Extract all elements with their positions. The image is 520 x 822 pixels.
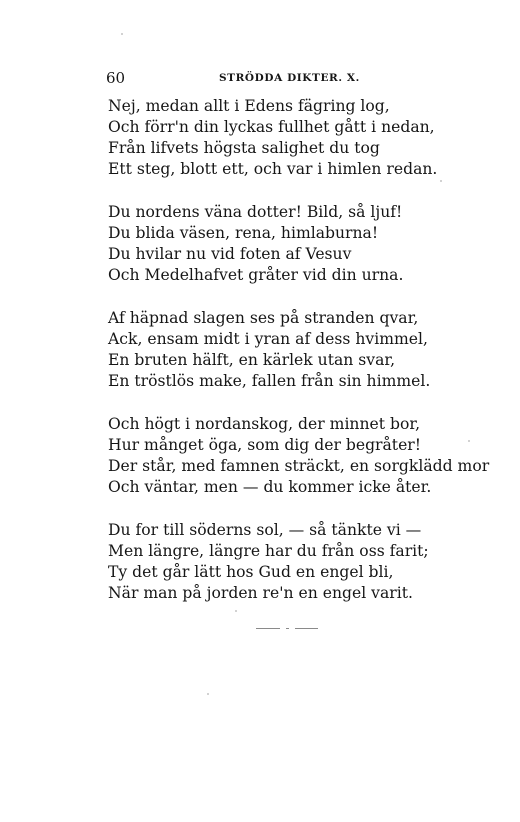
poem-line: Du blida väsen, rena, himlaburna! — [108, 224, 379, 242]
poem-line: Och högt i nordanskog, der minnet bor, — [108, 415, 421, 433]
stanza — [108, 520, 513, 604]
poem-line: När man på jorden re'n en engel varit. — [108, 584, 413, 602]
poem-line: Hur månget öga, som dig der begråter! — [108, 436, 422, 454]
poem-line: En bruten hälft, en kärlek utan svar, — [108, 351, 396, 369]
scan-speck — [440, 180, 442, 182]
poem-line: Der står, med famnen sträckt, en sorgklädd mor — [108, 457, 490, 475]
stanza — [108, 202, 513, 286]
scan-speck — [207, 693, 209, 695]
poem-line: En tröstlös make, fallen från sin himmel. — [108, 372, 431, 390]
scan-speck — [468, 440, 470, 442]
scan-speck — [235, 610, 237, 612]
poem-line: Du for till söderns sol, — så tänkte vi — — [108, 521, 422, 539]
poem-line: Från lifvets högsta salighet du tog — [108, 139, 380, 157]
poem — [108, 96, 513, 626]
page-header — [106, 69, 406, 89]
stanza — [108, 96, 513, 180]
poem-line: Du hvilar nu vid foten af Vesuv — [108, 245, 352, 263]
poem-line: Ett steg, blott ett, och var i himlen redan. — [108, 160, 438, 178]
poem-line: Ack, ensam midt i yran af dess hvimmel, — [108, 330, 428, 348]
poem-line: Och väntar, men — du kommer icke åter. — [108, 478, 432, 496]
page-number: 60 — [106, 69, 126, 87]
running-title: STRÖDDA DIKTER. X. — [219, 72, 360, 84]
poem-line: Nej, medan allt i Edens fägring log, — [108, 97, 390, 115]
poem-line: Och förr'n din lyckas fullhet gått i nedan, — [108, 118, 435, 136]
scan-speck — [121, 33, 123, 35]
poem-line: Ty det går lätt hos Gud en engel bli, — [108, 563, 394, 581]
stanza — [108, 414, 513, 498]
poem-line: Och Medelhafvet gråter vid din urna. — [108, 266, 404, 284]
stanza — [108, 308, 513, 392]
poem-line: Men längre, längre har du från oss farit; — [108, 542, 429, 560]
poem-line: Du nordens väna dotter! Bild, så ljuf! — [108, 203, 403, 221]
poem-line: Af häpnad slagen ses på stranden qvar, — [108, 309, 419, 327]
section-end-ornament — [256, 625, 318, 631]
